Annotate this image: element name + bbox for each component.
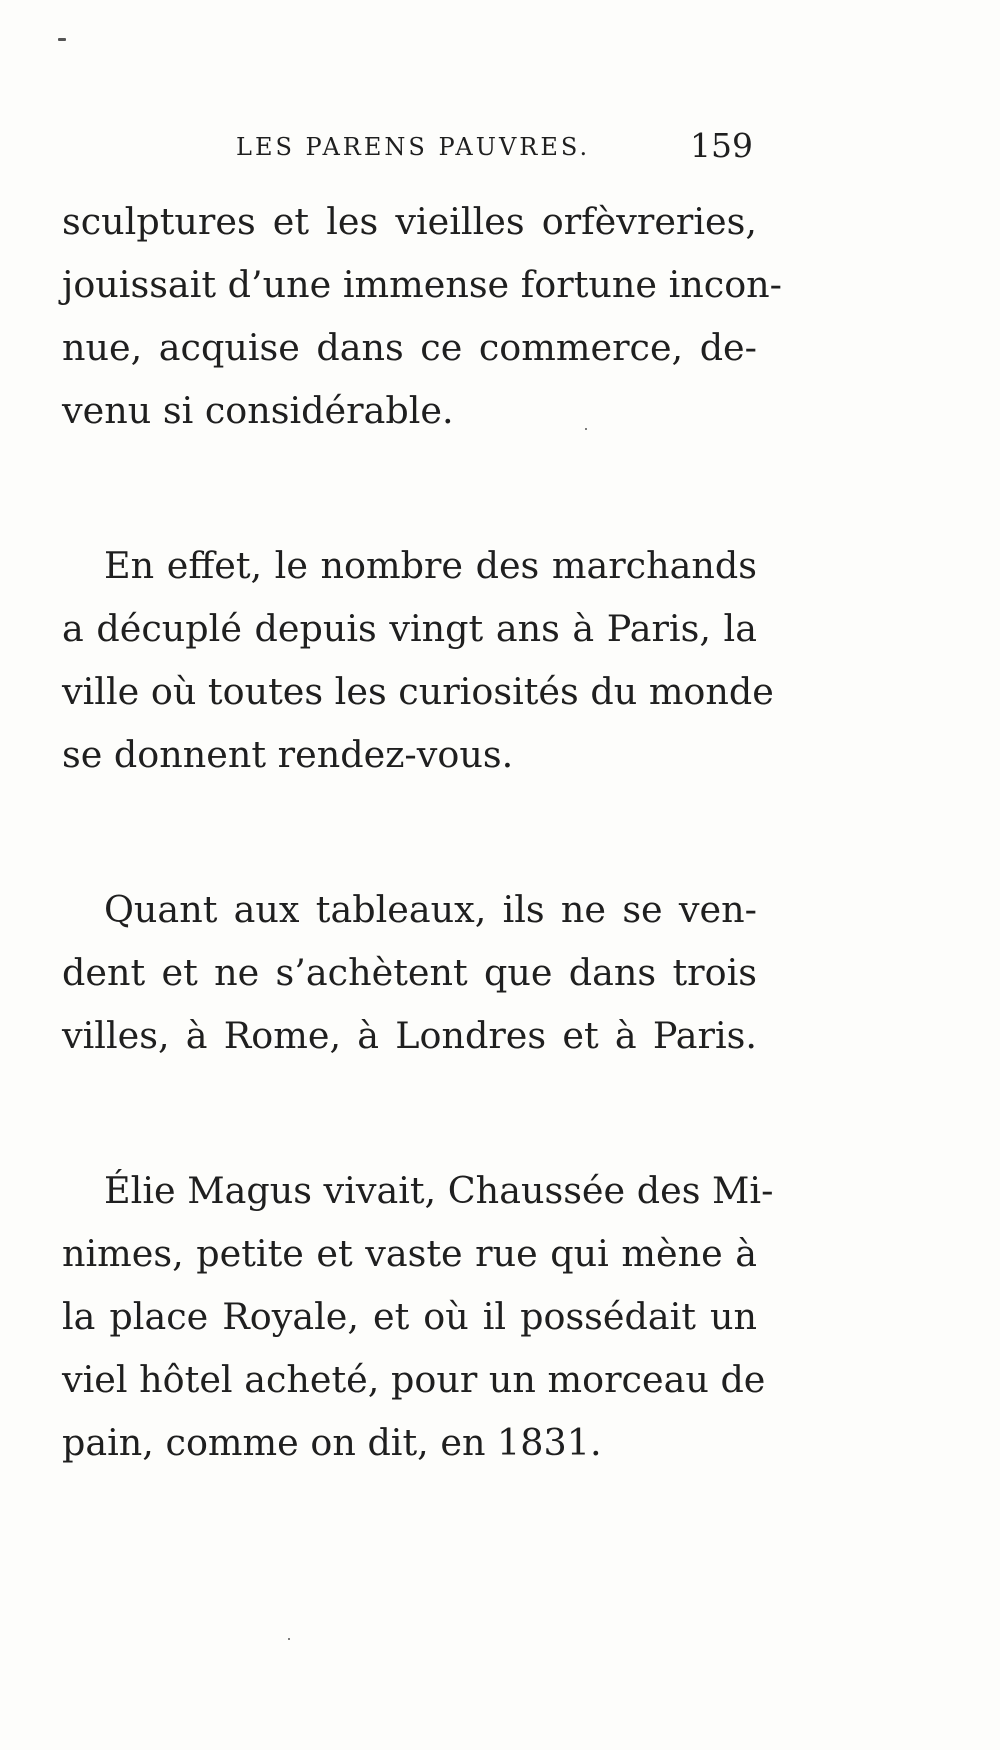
text-line: dent et ne s’achètent que dans trois (62, 951, 757, 994)
text-line: Quant aux tableaux, ils ne se ven- (104, 888, 757, 931)
text-line: pain, comme on dit, en 1831. (62, 1421, 602, 1464)
text-line: ville où toutes les curiosités du monde (62, 670, 774, 713)
text-line: venu si considérable. (62, 389, 454, 432)
ink-speck (288, 1638, 290, 1640)
text-line: la place Royale, et où il possédait un (62, 1295, 757, 1338)
text-line: nue, acquise dans ce commerce, de- (62, 326, 757, 369)
text-line: se donnent rendez-vous. (62, 733, 514, 776)
paragraph (62, 190, 783, 442)
paragraph (62, 534, 774, 786)
text-line: Élie Magus vivait, Chaussée des Mi- (104, 1169, 774, 1212)
ink-speck (58, 38, 66, 41)
text-line: villes, à Rome, à Londres et à Paris. (62, 1014, 757, 1057)
text-line: viel hôtel acheté, pour un morceau de (62, 1358, 766, 1401)
text-line: sculptures et les vieilles orfèvreries, (62, 200, 757, 243)
text-line: En effet, le nombre des marchands (104, 544, 757, 587)
paragraph (62, 1159, 774, 1474)
running-title: LES PARENS PAUVRES. (236, 133, 591, 161)
page-number: 159 (690, 126, 753, 165)
text-line: jouissait d’une immense fortune incon- (62, 263, 783, 306)
text-line: nimes, petite et vaste rue qui mène à (62, 1232, 757, 1275)
text-line: a décuplé depuis vingt ans à Paris, la (62, 607, 757, 650)
paragraph (62, 878, 757, 1067)
body-text (62, 190, 783, 1474)
